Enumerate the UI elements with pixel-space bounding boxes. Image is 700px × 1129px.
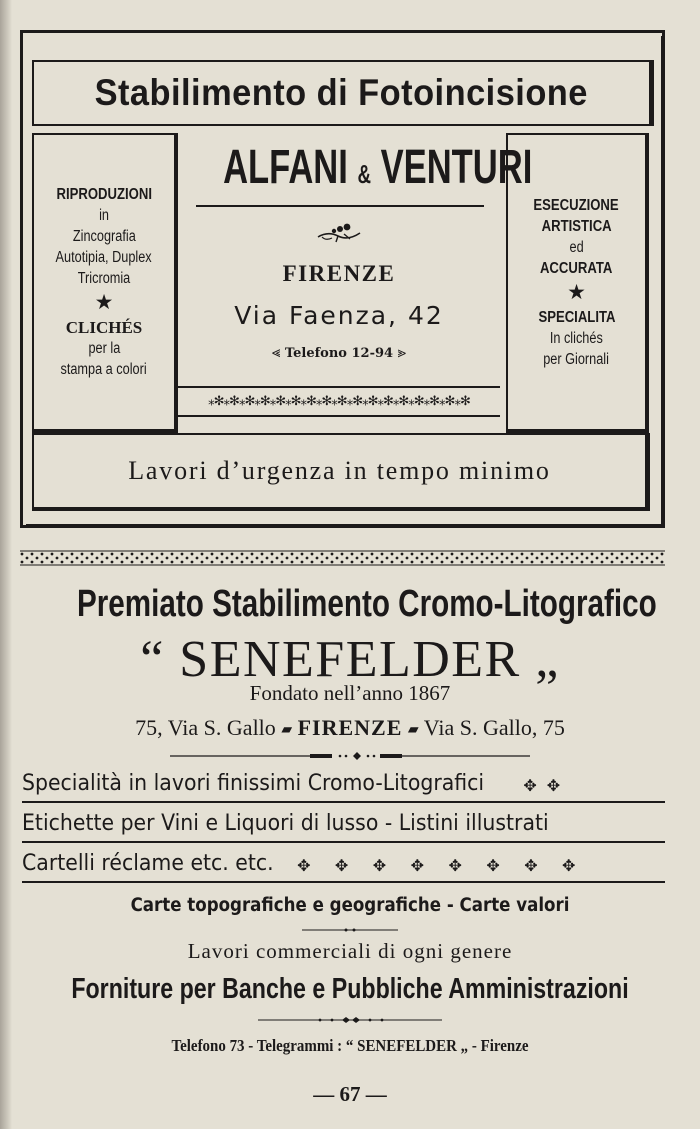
left-panel-line: stampa a colori: [60, 361, 148, 378]
address-separator-icon: ▰: [281, 722, 293, 738]
firm-telephone-text: Telefono 12-94: [284, 346, 394, 361]
telephone-telegram-line: Telefono 73 - Telegrammi : “ SENEFELDER „ - Firenze: [171, 1036, 529, 1055]
fotoincisione-advertisement: [20, 30, 665, 528]
star-icon: ★: [94, 291, 114, 314]
ad-title: Stabilimento di Fotoincisione: [94, 72, 589, 113]
specialty-text: Etichette per Vini e Liquori di lusso - Listini illustrati: [22, 811, 549, 836]
specialty-text: Cartelli réclame etc. etc.: [22, 851, 274, 876]
left-panel-line: Zincografia: [72, 228, 136, 245]
right-panel-line: ACCURATA: [540, 259, 613, 277]
firm-name-ampersand: &: [357, 159, 372, 189]
urgent-work-text: Lavori d’urgenza in tempo minimo: [128, 456, 551, 485]
address-city: FIRENZE: [297, 715, 403, 740]
floral-ornament-icon: [314, 221, 364, 247]
address-separator-icon: ▰: [407, 722, 419, 738]
left-panel-line: per la: [88, 340, 120, 357]
left-services-panel: [32, 133, 178, 433]
left-panel-line: in: [99, 207, 109, 224]
right-panel-line: per Giornali: [543, 350, 610, 368]
left-panel-line: RIPRODUZIONI: [56, 186, 152, 203]
phone-ornament-left-icon: ⪡: [271, 343, 281, 361]
firm-center-column: [178, 133, 533, 427]
firm-telephone: [178, 343, 500, 361]
senefelder-headline: Premiato Stabilimento Cromo-Litografico: [77, 583, 657, 625]
specialty-line: [22, 767, 665, 803]
firm-name-rule: [196, 205, 484, 207]
small-rule-icon: [302, 927, 398, 933]
left-panel-line: CLICHÉS: [65, 318, 143, 337]
star-icon: ★: [567, 280, 586, 304]
right-services-panel: [506, 133, 649, 433]
frame-shadow-right: [661, 36, 665, 526]
flower-ornament-icon: ✥ ✥ ✥ ✥ ✥ ✥ ✥ ✥: [297, 857, 586, 875]
address-left: 75, Via S. Gallo: [135, 715, 276, 740]
ornamental-rule-icon: [170, 751, 530, 761]
frame-shadow-bottom: [26, 524, 665, 528]
firm-name-part: ALFANI: [223, 141, 348, 194]
ad-title-box: [32, 60, 654, 126]
star-border-row: ⁎✻⁎✻⁎✻⁎✻⁎✻⁎✻⁎✻⁎✻⁎✻⁎✻⁎✻⁎✻⁎✻⁎✻⁎✻⁎✻⁎✻: [208, 394, 470, 409]
dotted-divider: [20, 550, 665, 566]
flower-ornament-icon: ✥✥: [523, 777, 571, 795]
phone-ornament-right-icon: ⪢: [397, 343, 407, 361]
small-rule-icon: [258, 1016, 442, 1024]
urgent-work-box: [32, 433, 650, 511]
right-panel-line: ESECUZIONE: [533, 196, 620, 214]
star-border-rule: [178, 386, 500, 388]
maps-and-securities-line: Carte topografiche e geografiche - Carte valori: [130, 895, 570, 916]
firm-name: [223, 139, 533, 203]
founding-year: Fondato nell’anno 1867: [249, 681, 451, 705]
firm-street-address: Via Faenza, 42: [234, 301, 444, 330]
specialty-line: [22, 807, 665, 843]
firm-name-part: VENTURI: [380, 141, 533, 194]
left-panel-line: Tricromia: [77, 270, 131, 287]
specialty-text: Specialità in lavori finissimi Cromo-Litografici: [22, 771, 485, 796]
senefelder-address: [0, 715, 700, 741]
specialty-line: [22, 847, 665, 883]
star-border-rule: [178, 415, 500, 417]
senefelder-brand: “ SENEFELDER „: [140, 631, 560, 688]
commercial-work-line: Lavori commerciali di ogni genere: [187, 939, 513, 963]
firm-city: FIRENZE: [282, 261, 396, 286]
address-right: Via S. Gallo, 75: [423, 715, 565, 740]
right-panel-line: ARTISTICA: [541, 217, 612, 235]
page-number: — 67 —: [313, 1082, 387, 1106]
banks-supplies-line: Forniture per Banche e Pubbliche Amministrazioni: [71, 973, 629, 1005]
right-panel-line: In clichés: [550, 329, 603, 347]
right-panel-line: SPECIALITA: [537, 308, 616, 326]
right-panel-line: ed: [569, 238, 584, 256]
left-panel-line: Autotipia, Duplex: [55, 249, 153, 266]
